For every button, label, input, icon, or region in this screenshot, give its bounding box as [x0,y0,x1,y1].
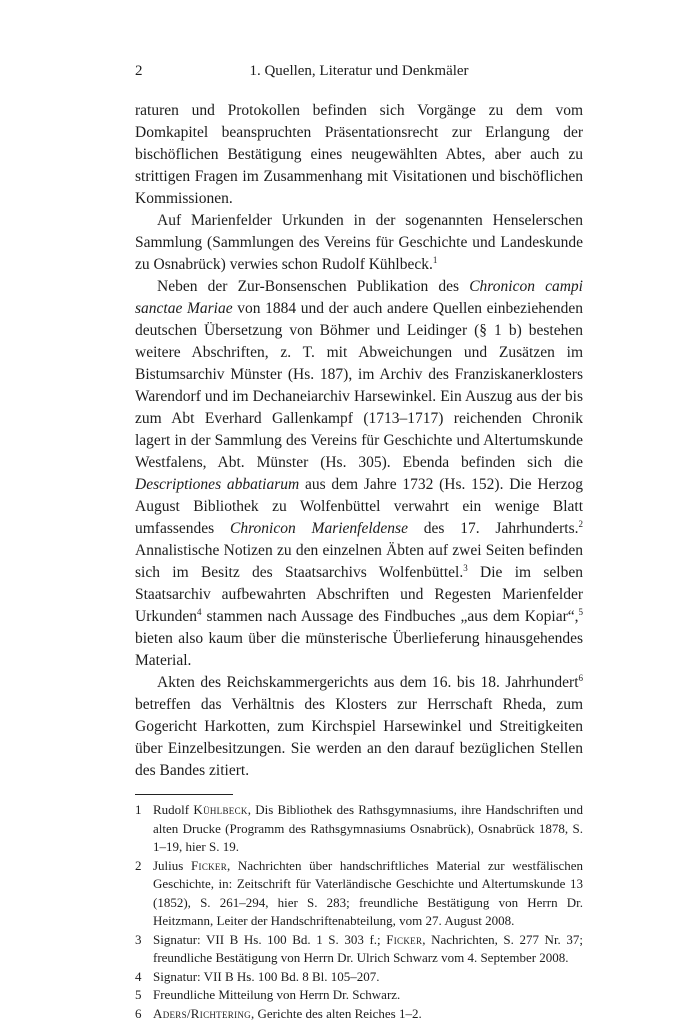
footnote-ref-6[interactable]: 6 [579,673,584,683]
footnote-divider [135,794,233,795]
footnote-ref-4[interactable]: 4 [197,607,202,617]
title-chronicon-marienfeldense: Chronicon Marienfeldense [230,520,408,537]
footnote-ref-3[interactable]: 3 [463,563,468,573]
page-number: 2 [135,60,143,82]
footnote-3: 3 Signatur: VII B Hs. 100 Bd. 1 S. 303 f.; Ficker, Nachrichten, S. 277 Nr. 37; freundliche Bestätigung von Herrn Dr. Ulrich Schwarz vom 4. September 2008. [135,931,583,968]
paragraph-2: Auf Marienfelder Urkunden in der sogenannten Henselerschen Sammlung (Sammlungen des Vereins für Geschichte und Landeskunde zu Osnabrück) verwies schon Rudolf Kühlbeck.$^1$ [135,210,583,276]
running-title: 1. Quellen, Literatur und Denkmäler [135,60,583,82]
footnote-2: 2 Julius Ficker, Nachrichten über handschriftliches Material zur westfälischen Geschichte, in: Zeitschrift für Vaterländische Geschichte und Altertumskunde 13 (1852), S. 261–294, hier S. 283; freundliche Bestätigung von Herrn Dr. Heitzmann, Leiter der Handschriftenabteilung, vom 27. August 2008. [135,857,583,931]
body-text [135,100,583,782]
author-name: Ficker [191,858,227,873]
footnote-ref-5[interactable]: 5 [579,607,584,617]
author-name: Kühlbeck [193,802,247,817]
paragraph-4: Akten des Reichskammergerichts aus dem 16. bis 18. Jahrhundert$^6$ betreffen das Verhältnis des Klosters zur Herrschaft Rheda, zum Gogericht Harkotten, zum Kirchspiel Harsewinkel und Streitigkeiten über Einzelbesitzungen. Sie werden an den darauf bezüglichen Stellen des Bandes zitiert. [135,672,583,782]
title-chronicon-campi: Chronicon campi sanctae Mariae [135,278,583,317]
book-page [135,60,583,1023]
footnote-6: 6 Aders/Richtering, Gerichte des alten Reiches 1–2. [135,1005,583,1023]
paragraph-3: Neben der Zur-Bonsenschen Publikation des Chronicon campi sanctae Mariae von 1884 und der auch andere Quellen einbeziehenden deutschen Übersetzung von Böhmer und Leidinger (§ 1 b) bestehen weitere Abschriften, z. T. mit Abweichungen und Zusätzen im Bistumsarchiv Münster (Hs. 187), im Archiv des Franziskanerklosters Warendorf und im Dechaneiarchiv Harsewinkel. Ein Auszug aus der bis zum Abt Everhard Gallenkampf (1713–1717) reichenden Chronik lagert in der Sammlung des Vereins für Geschichte und Altertumskunde Westfalens, Abt. Münster (Hs. 305). Ebenda befinden sich die Descriptiones abbatiarum aus dem Jahre 1732 (Hs. 152). Die Herzog August Bibliothek zu Wolfenbüttel verwahrt ein wenige Blatt umfassendes Chronicon Marienfeldense des 17. Jahrhunderts.$^2$ Annalistische Notizen zu den einzelnen Äbten auf zwei Seiten befinden sich im Besitz des Staatsarchivs Wolfenbüttel.$^3$ Die im selben Staatsarchiv aufbewahrten Abschriften und Regesten Marienfelder Urkunden$^4$ stammen nach Aussage des Findbuches „aus dem Kopiar“,$^5$ bieten also kaum über die münsterische Überlieferung hinausgehendes Material. [135,276,583,672]
author-name: Aders/Richtering [153,1006,251,1021]
footnote-1: 1 Rudolf Kühlbeck, Dis Bibliothek des Rathsgymnasiums, ihre Handschriften und alten Drucke (Programm des Rathsgymnasiums Osnabrück), Osnabrück 1878, S. 1–19, hier S. 19. [135,801,583,857]
footnote-ref-1[interactable]: 1 [433,255,438,265]
paragraph-1: raturen und Protokollen befinden sich Vorgänge zu dem vom Domkapitel beanspruchten Präsentationsrecht zur Erlangung der bischöflichen Bestätigung eines neugewählten Abtes, aber auch zu strittigen Fragen im Zusammenhang mit Visitationen und bischöflichen Kommissionen. [135,100,583,210]
footnote-ref-2[interactable]: 2 [579,519,584,529]
running-header [135,60,583,82]
footnote-5: 5 Freundliche Mitteilung von Herrn Dr. Schwarz. [135,986,583,1005]
title-descriptiones: Descriptiones abbatiarum [135,476,299,493]
author-name: Ficker [386,932,422,947]
footnote-4: 4 Signatur: VII B Hs. 100 Bd. 8 Bl. 105–207. [135,968,583,987]
footnotes [135,801,583,1023]
